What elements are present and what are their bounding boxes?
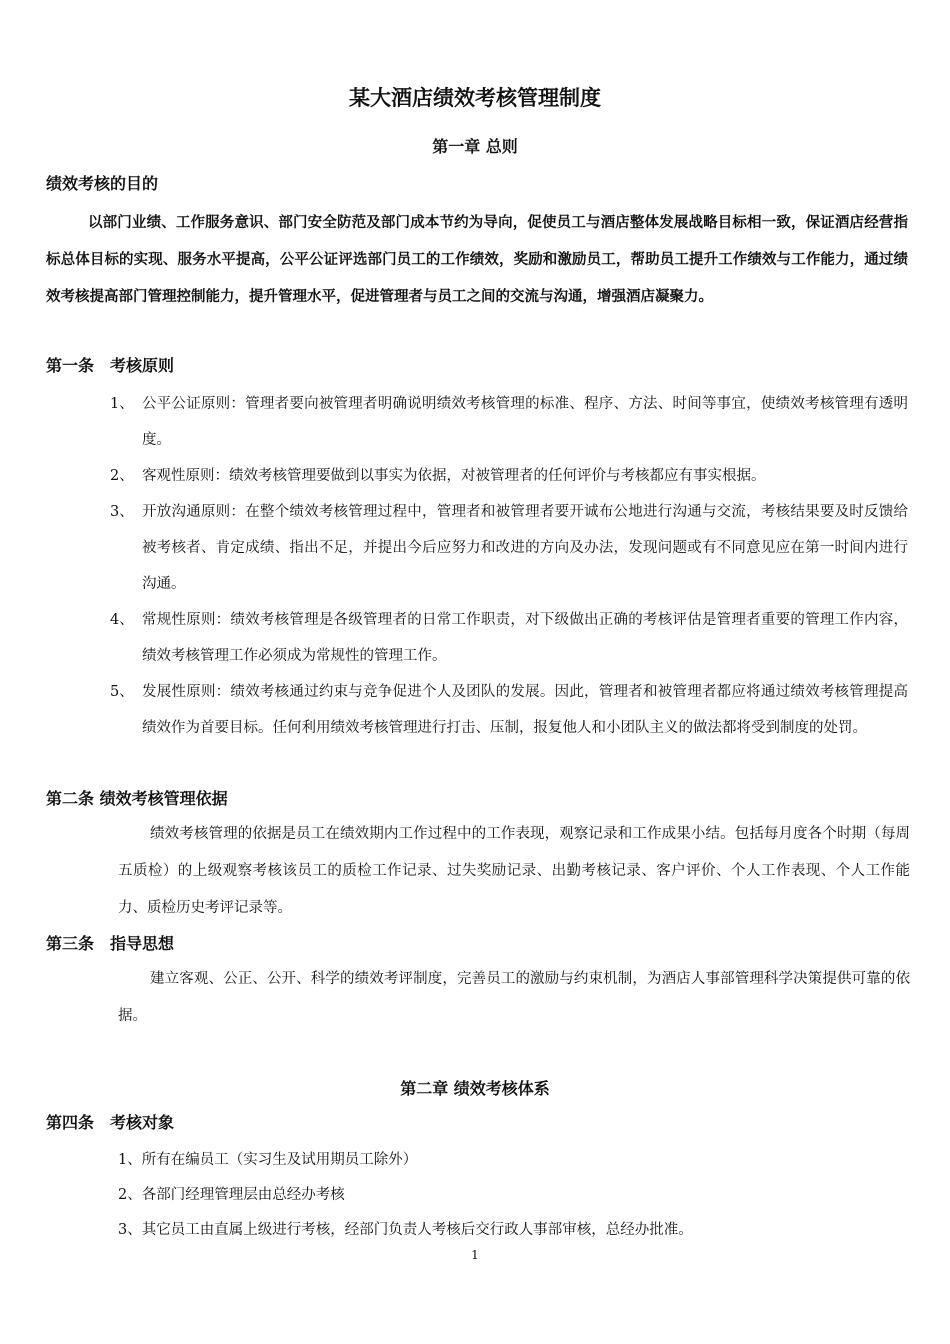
principle-text: 开放沟通原则：在整个绩效考核管理过程中，管理者和被管理者要开诚布公地进行沟通与交流，考核结果要及时反馈给被考核者、肯定成绩、指出不足，并提出今后应努力和改进的方向及办法，发现问题或有不同意见应在第一时间内进行沟通。 (142, 504, 908, 592)
document-title: 某大酒店绩效考核管理制度 (349, 86, 601, 110)
principle-item (110, 602, 908, 674)
principle-number: 3、 (110, 504, 134, 520)
principle-item (110, 674, 908, 746)
principle-number: 5、 (110, 684, 134, 700)
purpose-heading: 绩效考核的目的 (46, 174, 159, 193)
principle-text: 公平公证原则：管理者要向被管理者明确说明绩效考核管理的标准、程序、方法、时间等事宜，使绩效考核管理有透明度。 (142, 396, 908, 448)
assessment-target-item: 1、所有在编员工（实习生及试用期员工除外） (118, 1152, 418, 1168)
article-4-heading: 第四条 考核对象 (46, 1113, 175, 1132)
principle-number: 2、 (110, 468, 134, 484)
article-3-heading: 第三条 指导思想 (46, 934, 175, 953)
chapter-1-title: 第一章 总则 (432, 137, 518, 156)
principle-item (110, 494, 908, 602)
principle-text: 发展性原则：绩效考核通过约束与竞争促进个人及团队的发展。因此，管理者和被管理者都应将通过绩效考核管理提高绩效作为首要目标。任何利用绩效考核管理进行打击、压制，报复他人和小团队主义的做法都将受到制度的处罚。 (142, 684, 908, 736)
principle-text: 客观性原则：绩效考核管理要做到以事实为依据，对被管理者的任何评价与考核都应有事实根据。 (142, 468, 766, 484)
principle-item (110, 458, 908, 494)
principles-list (110, 386, 908, 746)
article-3-paragraph: 建立客观、公正、公开、科学的绩效考评制度，完善员工的激励与约束机制，为酒店人事部管理科学决策提供可靠的依据。 (118, 971, 910, 1024)
article-1-heading: 第一条 考核原则 (46, 356, 175, 375)
assessment-target-item: 3、其它员工由直属上级进行考核，经部门负责人考核后交行政人事部审核，总经办批准。 (118, 1222, 693, 1238)
article-2-heading: 第二条 绩效考核管理依据 (46, 789, 228, 808)
page-number: 1 (471, 1248, 479, 1262)
principle-number: 4、 (110, 612, 134, 628)
chapter-2-title: 第二章 绩效考核体系 (400, 1079, 550, 1098)
article-2-paragraph: 绩效考核管理的依据是员工在绩效期内工作过程中的工作表现，观察记录和工作成果小结。包括每月度各个时期（每周五质检）的上级观察考核该员工的质检工作记录、过失奖励记录、出勤考核记录、客户评价、个人工作表现、个人工作能力、质检历史考评记录等。 (118, 826, 910, 916)
principle-text: 常规性原则：绩效考核管理是各级管理者的日常工作职责，对下级做出正确的考核评估是管理者重要的管理工作内容，绩效考核管理工作必须成为常规性的管理工作。 (142, 612, 908, 664)
assessment-target-item: 2、各部门经理管理层由总经办考核 (118, 1187, 345, 1203)
principle-number: 1、 (110, 396, 134, 412)
purpose-paragraph: 以部门业绩、工作服务意识、部门安全防范及部门成本节约为导向，促使员工与酒店整体发展战略目标相一致，保证酒店经营指标总体目标的实现、服务水平提高，公平公证评选部门员工的工作绩效，奖励和激励员工，帮助员工提升工作绩效与工作能力，通过绩效考核提高部门管理控制能力，提升管理水平，促进管理者与员工之间的交流与沟通，增强酒店凝聚力。 (46, 215, 908, 305)
principle-item (110, 386, 908, 458)
